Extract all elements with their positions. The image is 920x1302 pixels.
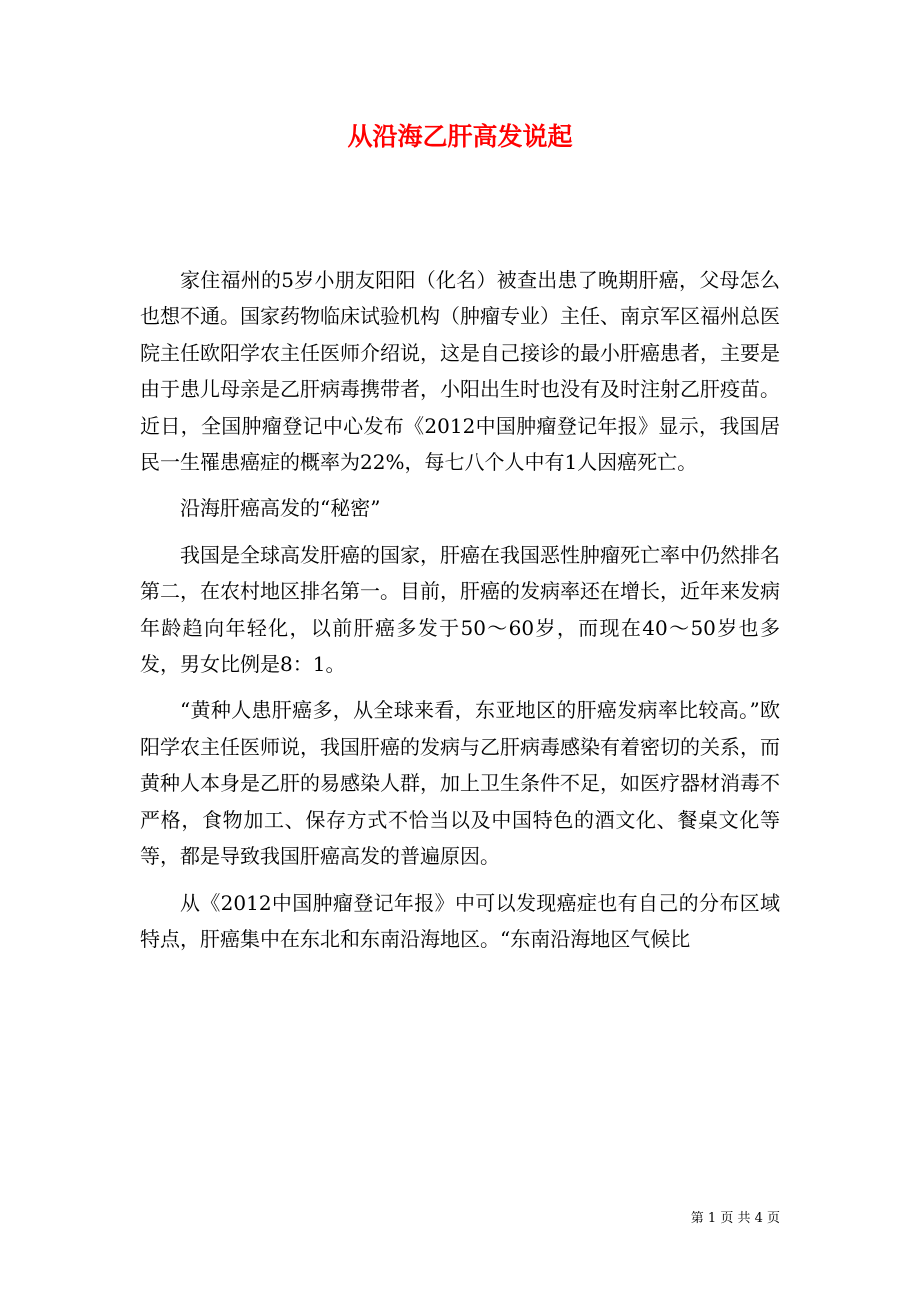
paragraph-causes: “黄种人患肝癌多，从全球来看，东亚地区的肝癌发病率比较高。”欧阳学农主任医师说，我国肝癌的发病与乙肝病毒感染有着密切的关系，而黄种人本身是乙肝的易感染人群，加上卫生条件不足，如医疗器材消毒不严格，食物加工、保存方式不恰当以及中国特色的酒文化、餐桌文化等等，都是导致我国肝癌高发的普遍原因。	[140, 698, 780, 869]
page-number-footer: 第 1 页 共 4 页	[690, 1211, 780, 1226]
document-title: 从沿海乙肝高发说起	[347, 122, 573, 151]
document-body	[140, 262, 780, 957]
paragraph-distribution: 从《2012中国肿瘤登记年报》中可以发现癌症也有自己的分布区域特点，肝癌集中在东北和东南沿海地区。“东南沿海地区气候比	[140, 890, 780, 951]
section-heading: 沿海肝癌高发的“秘密”	[180, 496, 381, 521]
paragraph-intro: 家住福州的5岁小朋友阳阳（化名）被查出患了晚期肝癌，父母怎么也想不通。国家药物临床试验机构（肿瘤专业）主任、南京军区福州总医院主任欧阳学农主任医师介绍说，这是自己接诊的最小肝癌患者，主要是由于患儿母亲是乙肝病毒携带者，小阳出生时也没有及时注射乙肝疫苗。近日，全国肿瘤登记中心发布《2012中国肿瘤登记年报》显示，我国居民一生罹患癌症的概率为22%，每七八个人中有1人因癌死亡。	[140, 268, 780, 475]
paragraph-incidence: 我国是全球高发肝癌的国家，肝癌在我国恶性肿瘤死亡率中仍然排名第二，在农村地区排名第一。目前，肝癌的发病率还在增长，近年来发病年龄趋向年轻化，以前肝癌多发于50～60岁，而现在40～50岁也多发，男女比例是8：1。	[140, 542, 780, 677]
